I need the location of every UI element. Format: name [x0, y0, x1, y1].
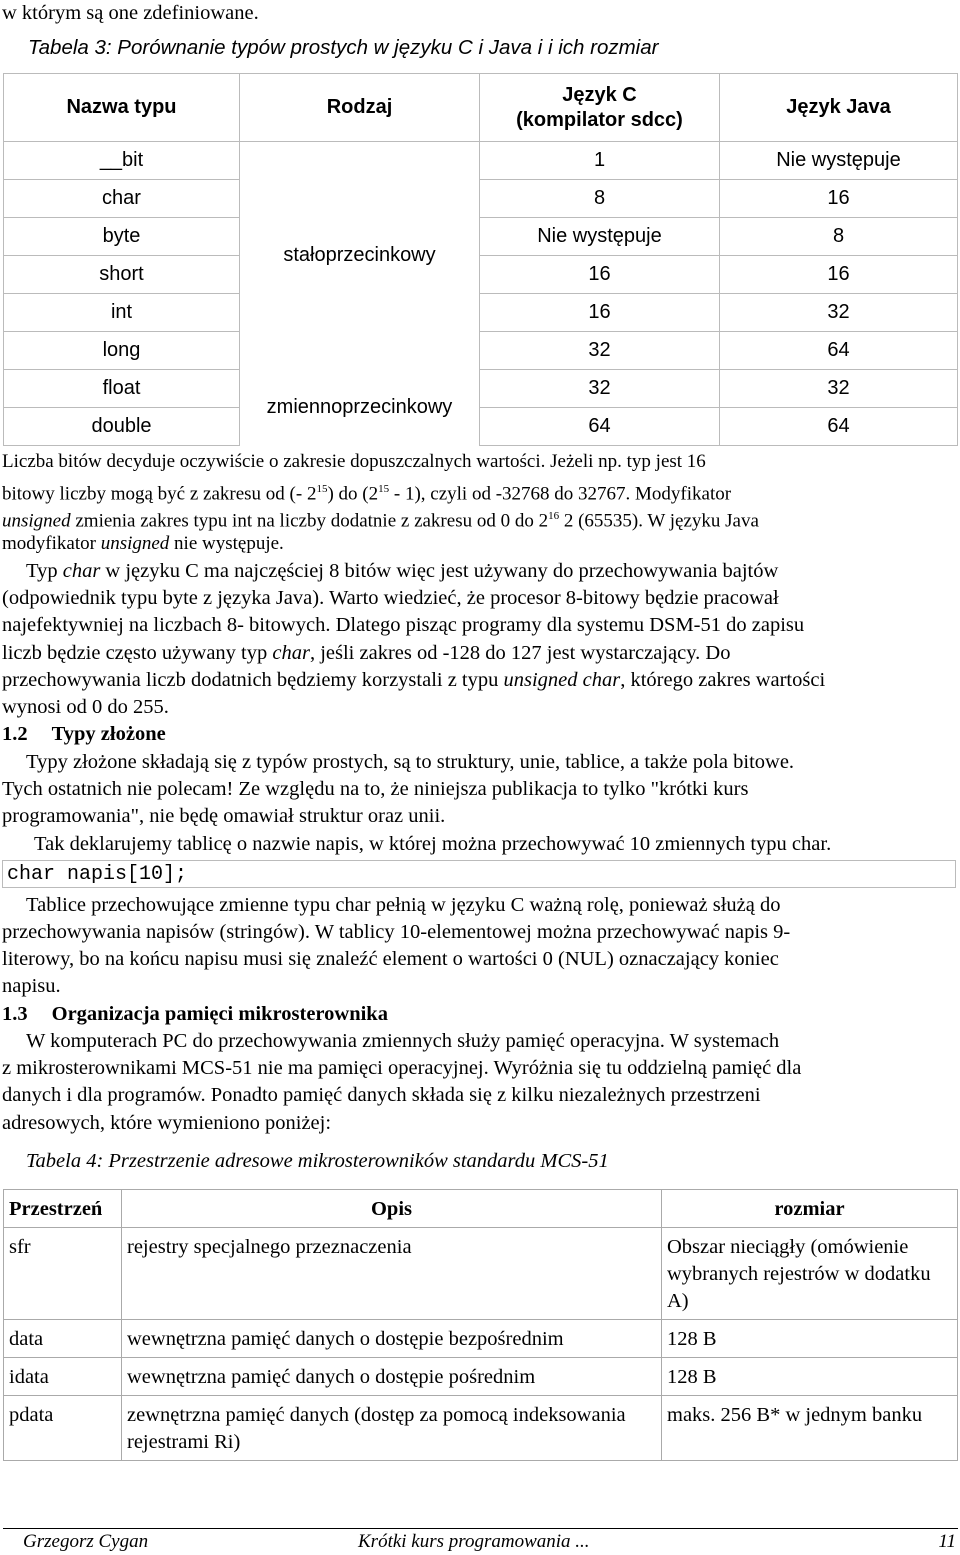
table-row: [4, 408, 958, 446]
para2-line4: liczb będzie często używany typ char, jeśli zakres od -128 do 127 jest wystarczający. Do: [2, 642, 731, 664]
para4-line4: napisu.: [2, 975, 61, 997]
page-footer: [3, 1528, 958, 1555]
footer-author: Grzegorz Cygan: [23, 1531, 149, 1552]
c-size: 16: [480, 256, 720, 294]
java-size: 16: [720, 180, 958, 218]
para2-line1: Typ char w języku C ma najczęściej 8 bitów więc jest używany do przechowywania bajtów: [26, 560, 779, 582]
space-cell: idata: [4, 1358, 122, 1396]
table-row: [4, 256, 958, 294]
para3-line2: Tych ostatnich nie polecam! Ze względu na to, że niniejsza publikacja to tylko "krótki kurs: [2, 778, 749, 800]
table4-caption: Tabela 4: Przestrzenie adresowe mikrosterowników standardu MCS-51: [26, 1150, 609, 1172]
para5-line3: danych i dla programów. Ponadto pamięć danych składa się z kilku niezależnych przestrzeni: [2, 1084, 761, 1106]
table4: [3, 1189, 958, 1461]
type-name: char: [4, 180, 240, 218]
space-cell: data: [4, 1320, 122, 1358]
table-row: [4, 1228, 958, 1320]
para1-line3: unsigned zmienia zakres typu int na liczby dodatnie z zakresu od 0 do $2^{16}$ 2 (65535). W języku Java: [2, 510, 759, 532]
table-row: [4, 142, 958, 180]
type-name: short: [4, 256, 240, 294]
para4-line1: Tablice przechowujące zmienne typu char pełnią w języku C ważną rolę, ponieważ służą do: [26, 894, 781, 916]
space-cell: sfr: [4, 1228, 122, 1320]
footer-page-number: 11: [938, 1531, 956, 1552]
c-size: 32: [480, 332, 720, 370]
para4-line2: przechowywania napisów (stringów). W tablicy 10-elementowej można przechowywać napis 9-: [2, 921, 791, 943]
footer-title: Krótki kurs programowania ...: [358, 1531, 590, 1552]
para5-line4: adresowych, które wymieniono poniżej:: [2, 1112, 332, 1134]
section-heading-1-2: 1.2 Typy złożone: [2, 723, 166, 745]
java-size: Nie występuje: [720, 142, 958, 180]
table-row: [4, 294, 958, 332]
c-size: Nie występuje: [480, 218, 720, 256]
para4-line3: literowy, bo na końcu napisu musi się znaleźć element o wartości 0 (NUL) oznaczający koniec: [2, 948, 779, 970]
c-size: 16: [480, 294, 720, 332]
para2-line2: (odpowiednik typu byte z języka Java). Warto wiedzieć, że procesor 8-bitowy będzie pracował: [2, 587, 779, 609]
intro-line: w którym są one zdefiniowane.: [2, 2, 259, 24]
c-size: 8: [480, 180, 720, 218]
table4-header-desc: Opis: [122, 1190, 662, 1228]
para3-line3: programowania", nie będę omawiał struktur oraz unii.: [2, 805, 446, 827]
table4-header-size: rozmiar: [662, 1190, 958, 1228]
java-size: 64: [720, 408, 958, 446]
para3-line4: Tak deklarujemy tablicę o nazwie napis, w której można przechowywać 10 zmiennych typu char.: [34, 833, 832, 855]
table-row: [4, 370, 958, 408]
c-size: 32: [480, 370, 720, 408]
type-name: long: [4, 332, 240, 370]
para5-line2: z mikrosterownikami MCS-51 nie ma pamięci operacyjnej. Wyróżnia się tu oddzielną pamięć dla: [2, 1057, 802, 1079]
type-name: int: [4, 294, 240, 332]
para1-line1: Liczba bitów decyduje oczywiście o zakresie dopuszczalnych wartości. Jeżeli np. typ jest 16: [2, 451, 706, 472]
code-block: char napis[10];: [2, 860, 956, 888]
c-size: 64: [480, 408, 720, 446]
table4-header-space: Przestrzeń: [4, 1190, 122, 1228]
size-cell: 128 B: [662, 1358, 958, 1396]
desc-cell: wewnętrzna pamięć danych o dostępie bezpośrednim: [122, 1320, 662, 1358]
desc-cell: rejestry specjalnego przeznaczenia: [122, 1228, 662, 1320]
table3-header-c: Język C (kompilator sdcc): [480, 74, 720, 142]
java-size: 32: [720, 294, 958, 332]
table3-header-java: Język Java: [720, 74, 958, 142]
table-row: [4, 1396, 958, 1461]
java-size: 16: [720, 256, 958, 294]
table-row: [4, 218, 958, 256]
java-size: 64: [720, 332, 958, 370]
c-size: 1: [480, 142, 720, 180]
table-row: [4, 1320, 958, 1358]
table3-header-name: Nazwa typu: [4, 74, 240, 142]
table-row: [4, 1358, 958, 1396]
type-name: byte: [4, 218, 240, 256]
para5-line1: W komputerach PC do przechowywania zmiennych służy pamięć operacyjna. W systemach: [26, 1030, 780, 1052]
para2-line6: wynosi od 0 do 255.: [2, 696, 169, 718]
table3-caption: Tabela 3: Porównanie typów prostych w języku C i Java i i ich rozmiar: [28, 36, 659, 59]
size-cell: 128 B: [662, 1320, 958, 1358]
kind-fixed: stałoprzecinkowy: [283, 244, 436, 267]
table3: [3, 73, 958, 446]
kind-float: zmiennoprzecinkowy: [266, 396, 453, 418]
size-cell: maks. 256 B* w jednym banku: [662, 1396, 958, 1461]
java-size: 32: [720, 370, 958, 408]
table3-header-kind: Rodzaj: [240, 74, 480, 142]
desc-cell: zewnętrzna pamięć danych (dostęp za pomocą indeksowania rejestrami Ri): [122, 1396, 662, 1461]
space-cell: pdata: [4, 1396, 122, 1461]
section-heading-1-3: 1.3 Organizacja pamięci mikrosterownika: [2, 1003, 388, 1025]
para1-line2: bitowy liczby mogą być z zakresu od (- $2^{15}$) do $(2^{15} - 1)$, czyli od -32768 do 32767. Modyfikator: [2, 483, 732, 505]
table-row: [4, 180, 958, 218]
type-name: float: [4, 370, 240, 408]
size-cell: Obszar nieciągły (omówienie wybranych rejestrów w dodatku A): [662, 1228, 958, 1320]
para2-line3: najefektywniej na liczbach 8- bitowych. Dlatego pisząc programy dla systemu DSM-51 do zapisu: [2, 614, 805, 636]
table-row: [4, 332, 958, 370]
type-name: __bit: [4, 142, 240, 180]
java-size: 8: [720, 218, 958, 256]
desc-cell: wewnętrzna pamięć danych o dostępie pośrednim: [122, 1358, 662, 1396]
para1-line4: modyfikator unsigned nie występuje.: [2, 533, 284, 554]
para2-line5: przechowywania liczb dodatnich będziemy korzystali z typu unsigned char, którego zakres wartości: [2, 669, 826, 691]
para3-line1: Typy złożone składają się z typów prostych, są to struktury, unie, tablice, a także pola bitowe.: [26, 751, 795, 773]
type-name: double: [4, 408, 240, 446]
